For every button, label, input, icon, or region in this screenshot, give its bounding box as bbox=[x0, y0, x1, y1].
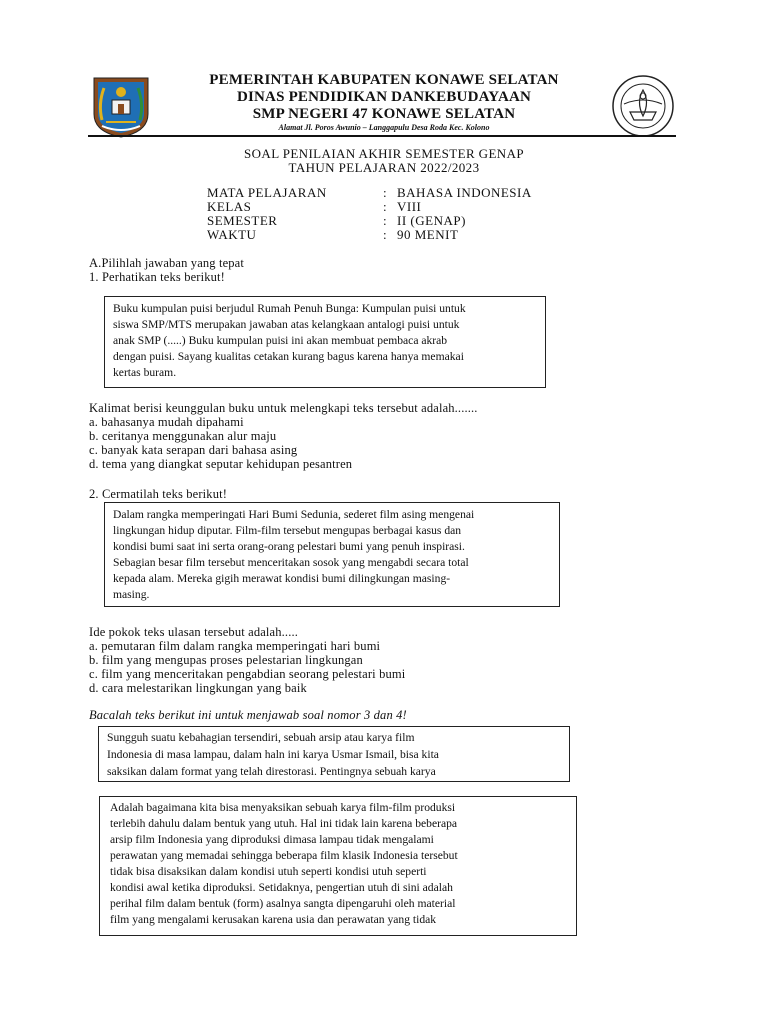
info-value: II (GENAP) bbox=[397, 213, 466, 228]
question-2-passage bbox=[104, 502, 560, 607]
letterhead-line-3: SMP NEGERI 47 KONAWE SELATAN bbox=[252, 106, 516, 122]
info-label: WAKTU bbox=[207, 227, 257, 242]
info-colon: : bbox=[383, 227, 388, 242]
passage-line: terlebih dahulu dalam bentuk yang utuh. Hal ini tidak lain karena beberapa bbox=[110, 817, 458, 830]
passage-line: Dalam rangka memperingati Hari Bumi Sedunia, sederet film asing mengenai bbox=[113, 508, 475, 521]
passage-line: Sebagian besar film tersebut menceritakan sosok yang mengabdi secara total bbox=[113, 556, 469, 569]
passage-line: Adalah bagaimana kita bisa menyaksikan sebuah karya film-film produksi bbox=[110, 801, 456, 814]
passage-line: dengan puisi. Sayang kualitas cetakan kurang bagus karena hanya memakai bbox=[113, 350, 464, 363]
answer-option: a. pemutaran film dalam rangka memperingati hari bumi bbox=[89, 639, 381, 653]
passage-line: Indonesia di masa lampau, dalam haln ini karya Usmar Ismail, bisa kita bbox=[107, 748, 439, 761]
passage-line: film yang mengalami kerusakan karena usia dan perawatan yang tidak bbox=[110, 913, 437, 926]
passage-line: kondisi awal ketika diproduksi. Setidaknya, pengertian utuh di sini adalah bbox=[110, 881, 453, 894]
question-3-passage-part-1 bbox=[98, 726, 570, 782]
info-row bbox=[207, 200, 421, 214]
passage-line: siswa SMP/MTS merupakan jawaban atas kelangkaan antalogi puisi untuk bbox=[113, 318, 460, 331]
info-colon: : bbox=[383, 185, 388, 200]
passage-line: kertas buram. bbox=[113, 366, 177, 379]
question-3-passage-part-2 bbox=[99, 796, 577, 936]
question-1-passage bbox=[104, 296, 546, 388]
answer-option: d. tema yang diangkat seputar kehidupan pesantren bbox=[89, 457, 353, 471]
passage-line: kondisi bumi saat ini serta orang-orang pelestari bumi yang penuh inspirasi. bbox=[113, 540, 465, 553]
info-row bbox=[207, 228, 458, 242]
answer-option: c. banyak kata serapan dari bahasa asing bbox=[89, 443, 298, 457]
question-2-prompt: 2. Cermatilah teks berikut! bbox=[89, 487, 228, 501]
answer-option: a. bahasanya mudah dipahami bbox=[89, 415, 244, 429]
info-label: KELAS bbox=[207, 199, 252, 214]
info-value: 90 MENIT bbox=[397, 227, 459, 242]
passage-line: tidak bisa disaksikan dalam kondisi utuh seperti kondisi utuh seperti bbox=[110, 865, 427, 878]
passage-line: anak SMP (.....) Buku kumpulan puisi ini akan membuat pembaca akrab bbox=[113, 334, 448, 347]
answer-option: b. film yang mengupas proses pelestarian lingkungan bbox=[89, 653, 363, 667]
passage-line: perawatan yang memadai sehingga beberapa film klasik Indonesia tersebut bbox=[110, 849, 458, 862]
info-label: MATA PELAJARAN bbox=[207, 185, 327, 200]
passage-line: kepada alam. Mereka gigih merawat kondisi bumi dilingkungan masing- bbox=[113, 572, 451, 585]
letterhead-line-2: DINAS PENDIDIKAN DANKEBUDAYAAN bbox=[236, 89, 532, 105]
info-row bbox=[207, 214, 466, 228]
passage-line: lingkungan hidup diputar. Film-film tersebut mengupas berbagai kasus dan bbox=[113, 524, 462, 537]
letterhead-divider bbox=[88, 135, 676, 137]
letterhead bbox=[0, 0, 768, 140]
section-instruction: A.Pilihlah jawaban yang tepat bbox=[89, 256, 245, 270]
answer-option: d. cara melestarikan lingkungan yang baik bbox=[89, 681, 307, 695]
exam-year: TAHUN PELAJARAN 2022/2023 bbox=[288, 160, 480, 175]
question-1-text: Kalimat berisi keunggulan buku untuk melengkapi teks tersebut adalah....... bbox=[89, 401, 478, 415]
info-colon: : bbox=[383, 213, 388, 228]
info-row bbox=[207, 186, 532, 200]
passage-line: masing. bbox=[113, 588, 150, 601]
letterhead-line-1: PEMERINTAH KABUPATEN KONAWE SELATAN bbox=[209, 72, 559, 88]
exam-title: SOAL PENILAIAN AKHIR SEMESTER GENAP bbox=[243, 146, 525, 161]
info-label: SEMESTER bbox=[207, 213, 278, 228]
tut-wuri-handayani-emblem-icon bbox=[608, 74, 678, 138]
question-3-4-instruction: Bacalah teks berikut ini untuk menjawab soal nomor 3 dan 4! bbox=[89, 708, 407, 722]
question-1-prompt: 1. Perhatikan teks berikut! bbox=[89, 270, 225, 284]
answer-option: c. film yang menceritakan pengabdian seorang pelestari bumi bbox=[89, 667, 406, 681]
info-value: BAHASA INDONESIA bbox=[397, 185, 532, 200]
passage-line: Sungguh suatu kebahagian tersendiri, sebuah arsip atau karya film bbox=[107, 731, 415, 744]
passage-line: perihal film dalam bentuk (form) asalnya sangta dipengaruhi oleh material bbox=[110, 897, 456, 910]
passage-line: saksikan dalam format yang telah direstorasi. Pentingnya sebuah karya bbox=[107, 765, 436, 778]
answer-option: b. ceritanya menggunakan alur maju bbox=[89, 429, 277, 443]
info-colon: : bbox=[383, 199, 388, 214]
question-2-text: Ide pokok teks ulasan tersebut adalah..... bbox=[89, 625, 299, 639]
school-address: Alamat Jl. Poros Awunio – Langgapulu Desa Roda Kec. Kolono bbox=[278, 123, 490, 132]
passage-line: arsip film Indonesia yang diproduksi dimasa lampau tidak mengalami bbox=[110, 833, 434, 846]
info-value: VIII bbox=[397, 199, 422, 214]
passage-line: Buku kumpulan puisi berjudul Rumah Penuh Bunga: Kumpulan puisi untuk bbox=[113, 302, 466, 315]
